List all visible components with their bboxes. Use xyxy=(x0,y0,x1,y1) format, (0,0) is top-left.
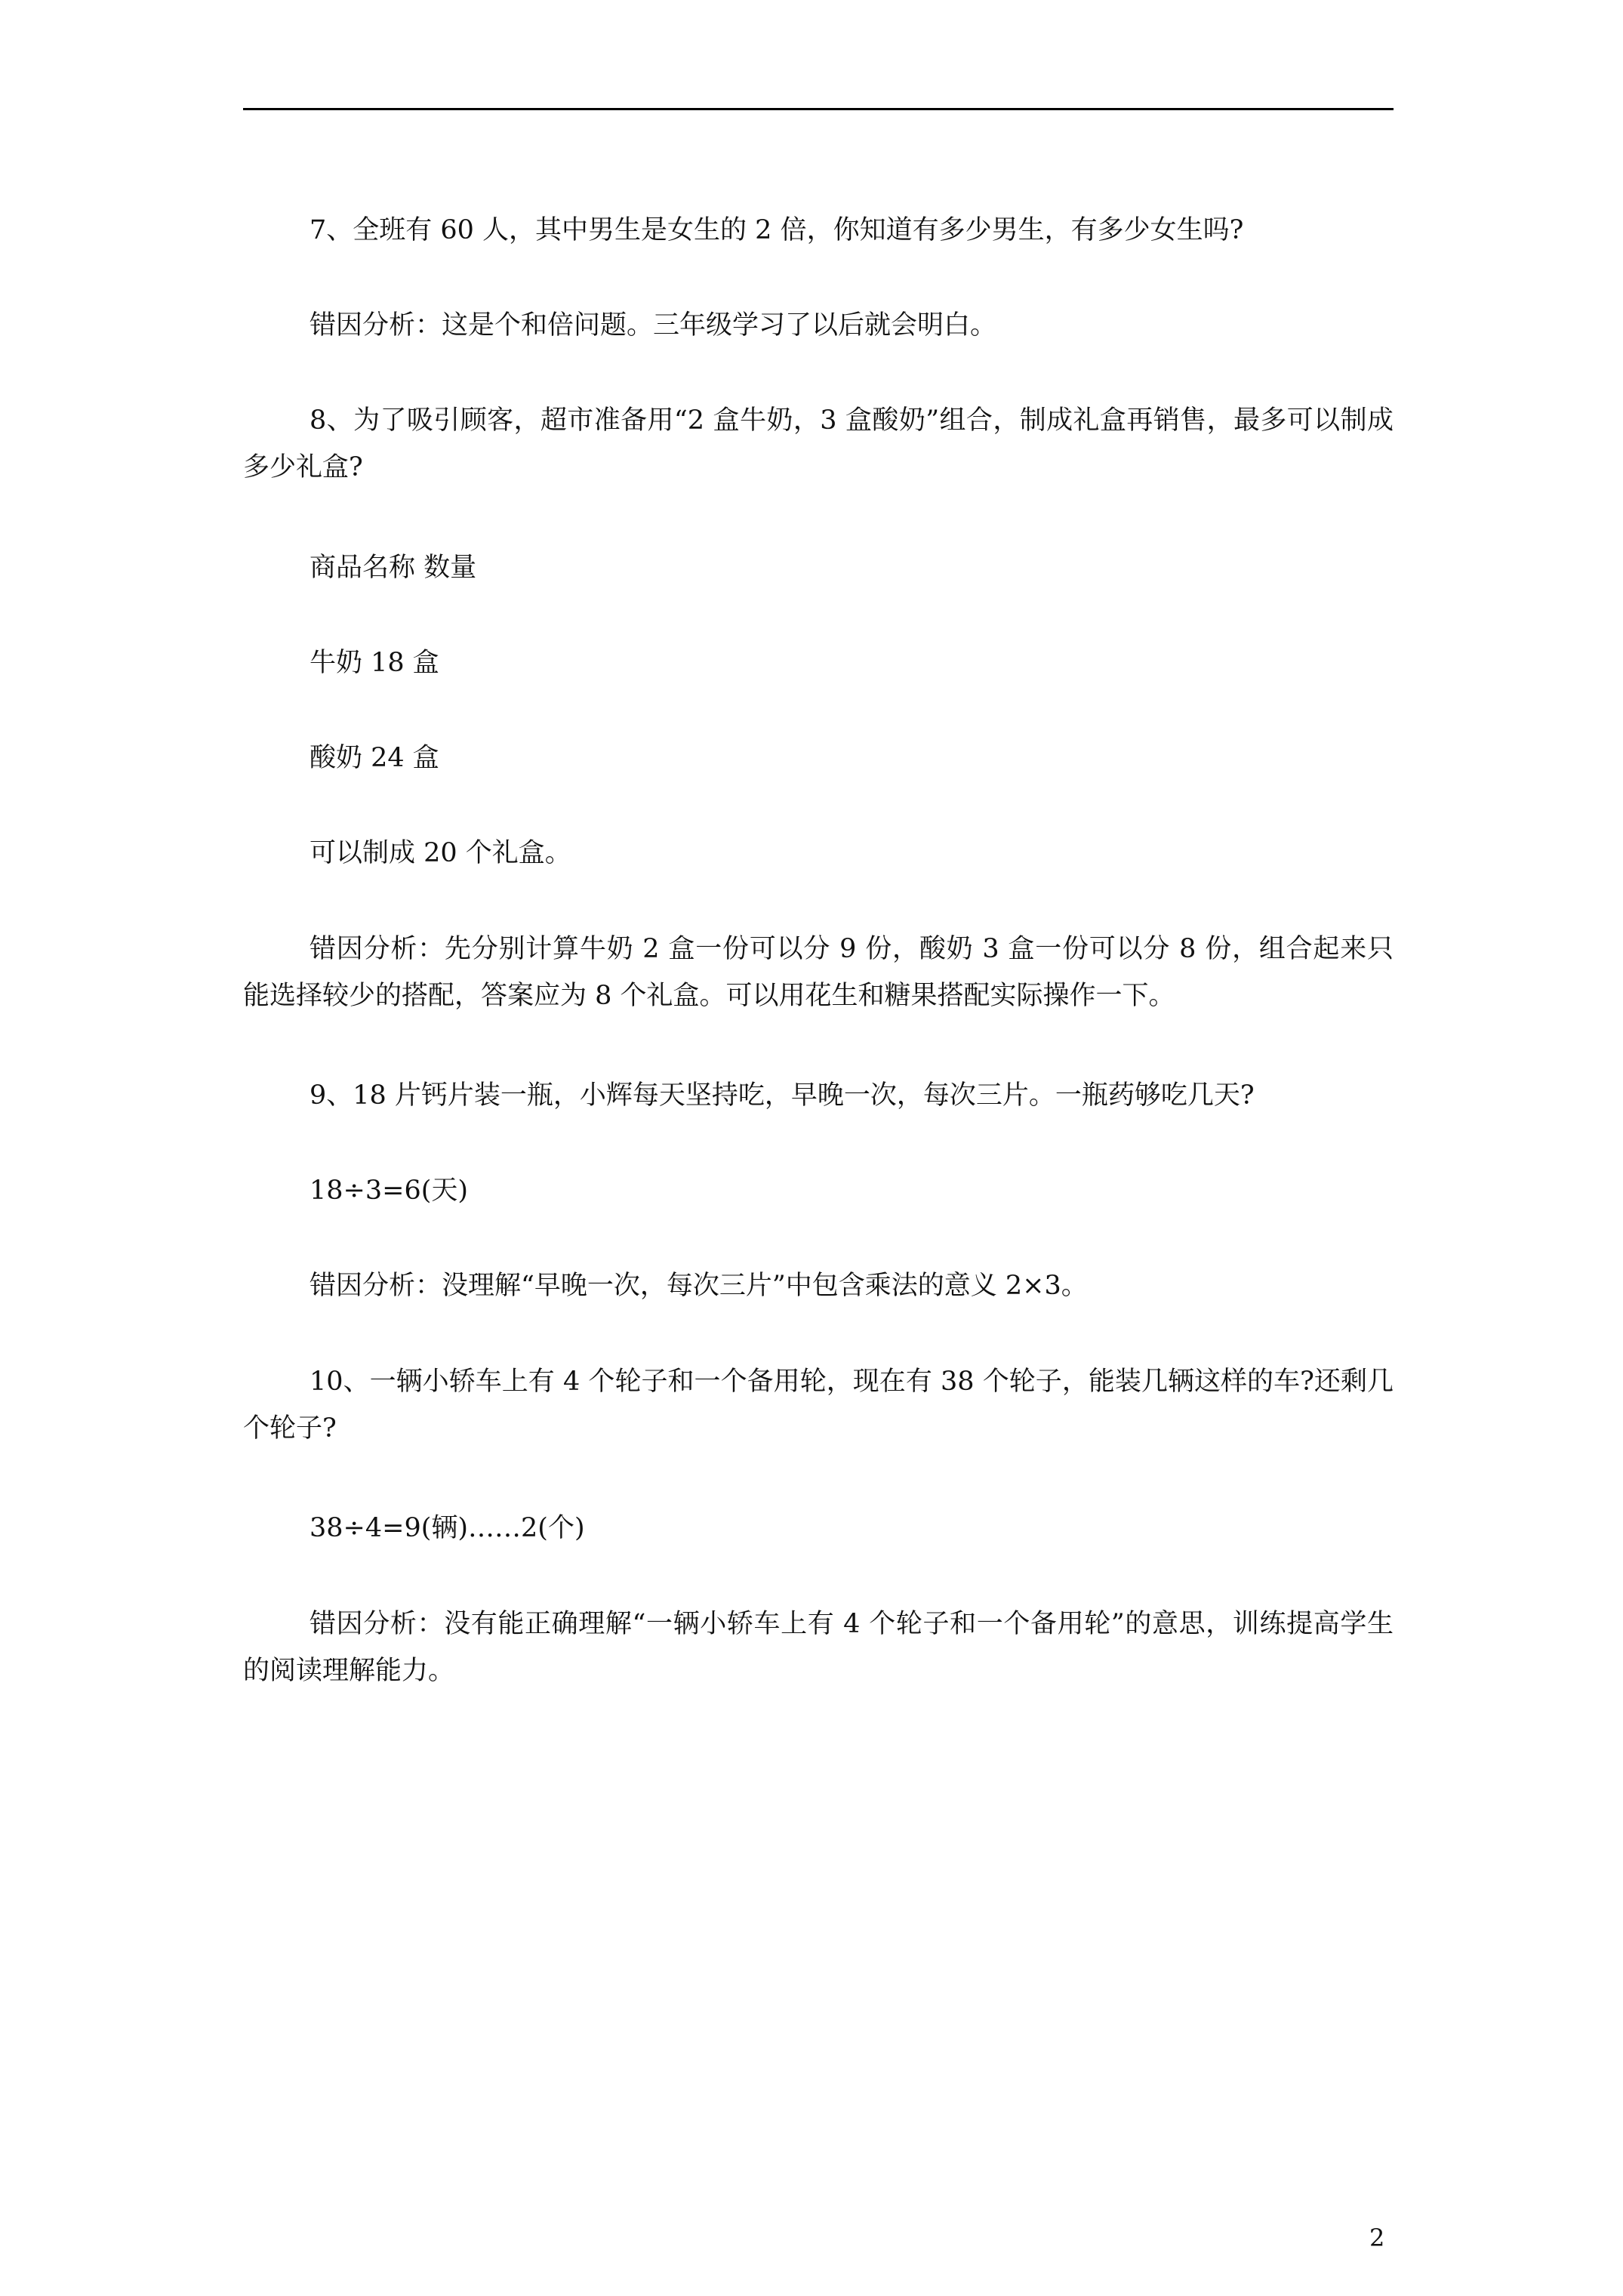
analysis-10: 错因分析：没有能正确理解“一辆小轿车上有 4 个轮子和一个备用轮”的意思，训练提高学生的阅读理解能力。 xyxy=(243,1609,1394,1686)
analysis-7: 错因分析：这是个和倍问题。三年级学习了以后就会明白。 xyxy=(310,310,997,341)
wrong-answer-10: 38÷4=9(辆)……2(个) xyxy=(310,1513,585,1543)
table-header: 商品名称 数量 xyxy=(310,553,477,583)
question-7: 7、全班有 60 人，其中男生是女生的 2 倍，你知道有多少男生，有多少女生吗? xyxy=(310,215,1244,245)
wrong-answer-8: 可以制成 20 个礼盒。 xyxy=(310,838,571,868)
page-number: 2 xyxy=(1369,2224,1385,2252)
table-row-milk: 牛奶 18 盒 xyxy=(310,648,439,678)
table-row-yogurt: 酸奶 24 盒 xyxy=(310,743,439,773)
wrong-answer-9: 18÷3=6(天) xyxy=(310,1176,469,1206)
analysis-8: 错因分析：先分别计算牛奶 2 盒一份可以分 9 份，酸奶 3 盒一份可以分 8 份，组合起来只能选择较少的搭配，答案应为 8 个礼盒。可以用花生和糖果搭配实际操作一下。 xyxy=(243,934,1394,1011)
question-8: 8、为了吸引顾客，超市准备用“2 盒牛奶，3 盒酸奶”组合，制成礼盒再销售，最多可以制成多少礼盒? xyxy=(243,405,1394,482)
header-rule xyxy=(243,108,1394,110)
question-10: 10、一辆小轿车上有 4 个轮子和一个备用轮，现在有 38 个轮子，能装几辆这样的车?还剩几个轮子? xyxy=(243,1367,1394,1444)
analysis-9: 错因分析：没理解“早晚一次，每次三片”中包含乘法的意义 2×3。 xyxy=(310,1271,1088,1301)
question-9: 9、18 片钙片装一瓶，小辉每天坚持吃，早晚一次，每次三片。一瓶药够吃几天? xyxy=(310,1080,1255,1111)
